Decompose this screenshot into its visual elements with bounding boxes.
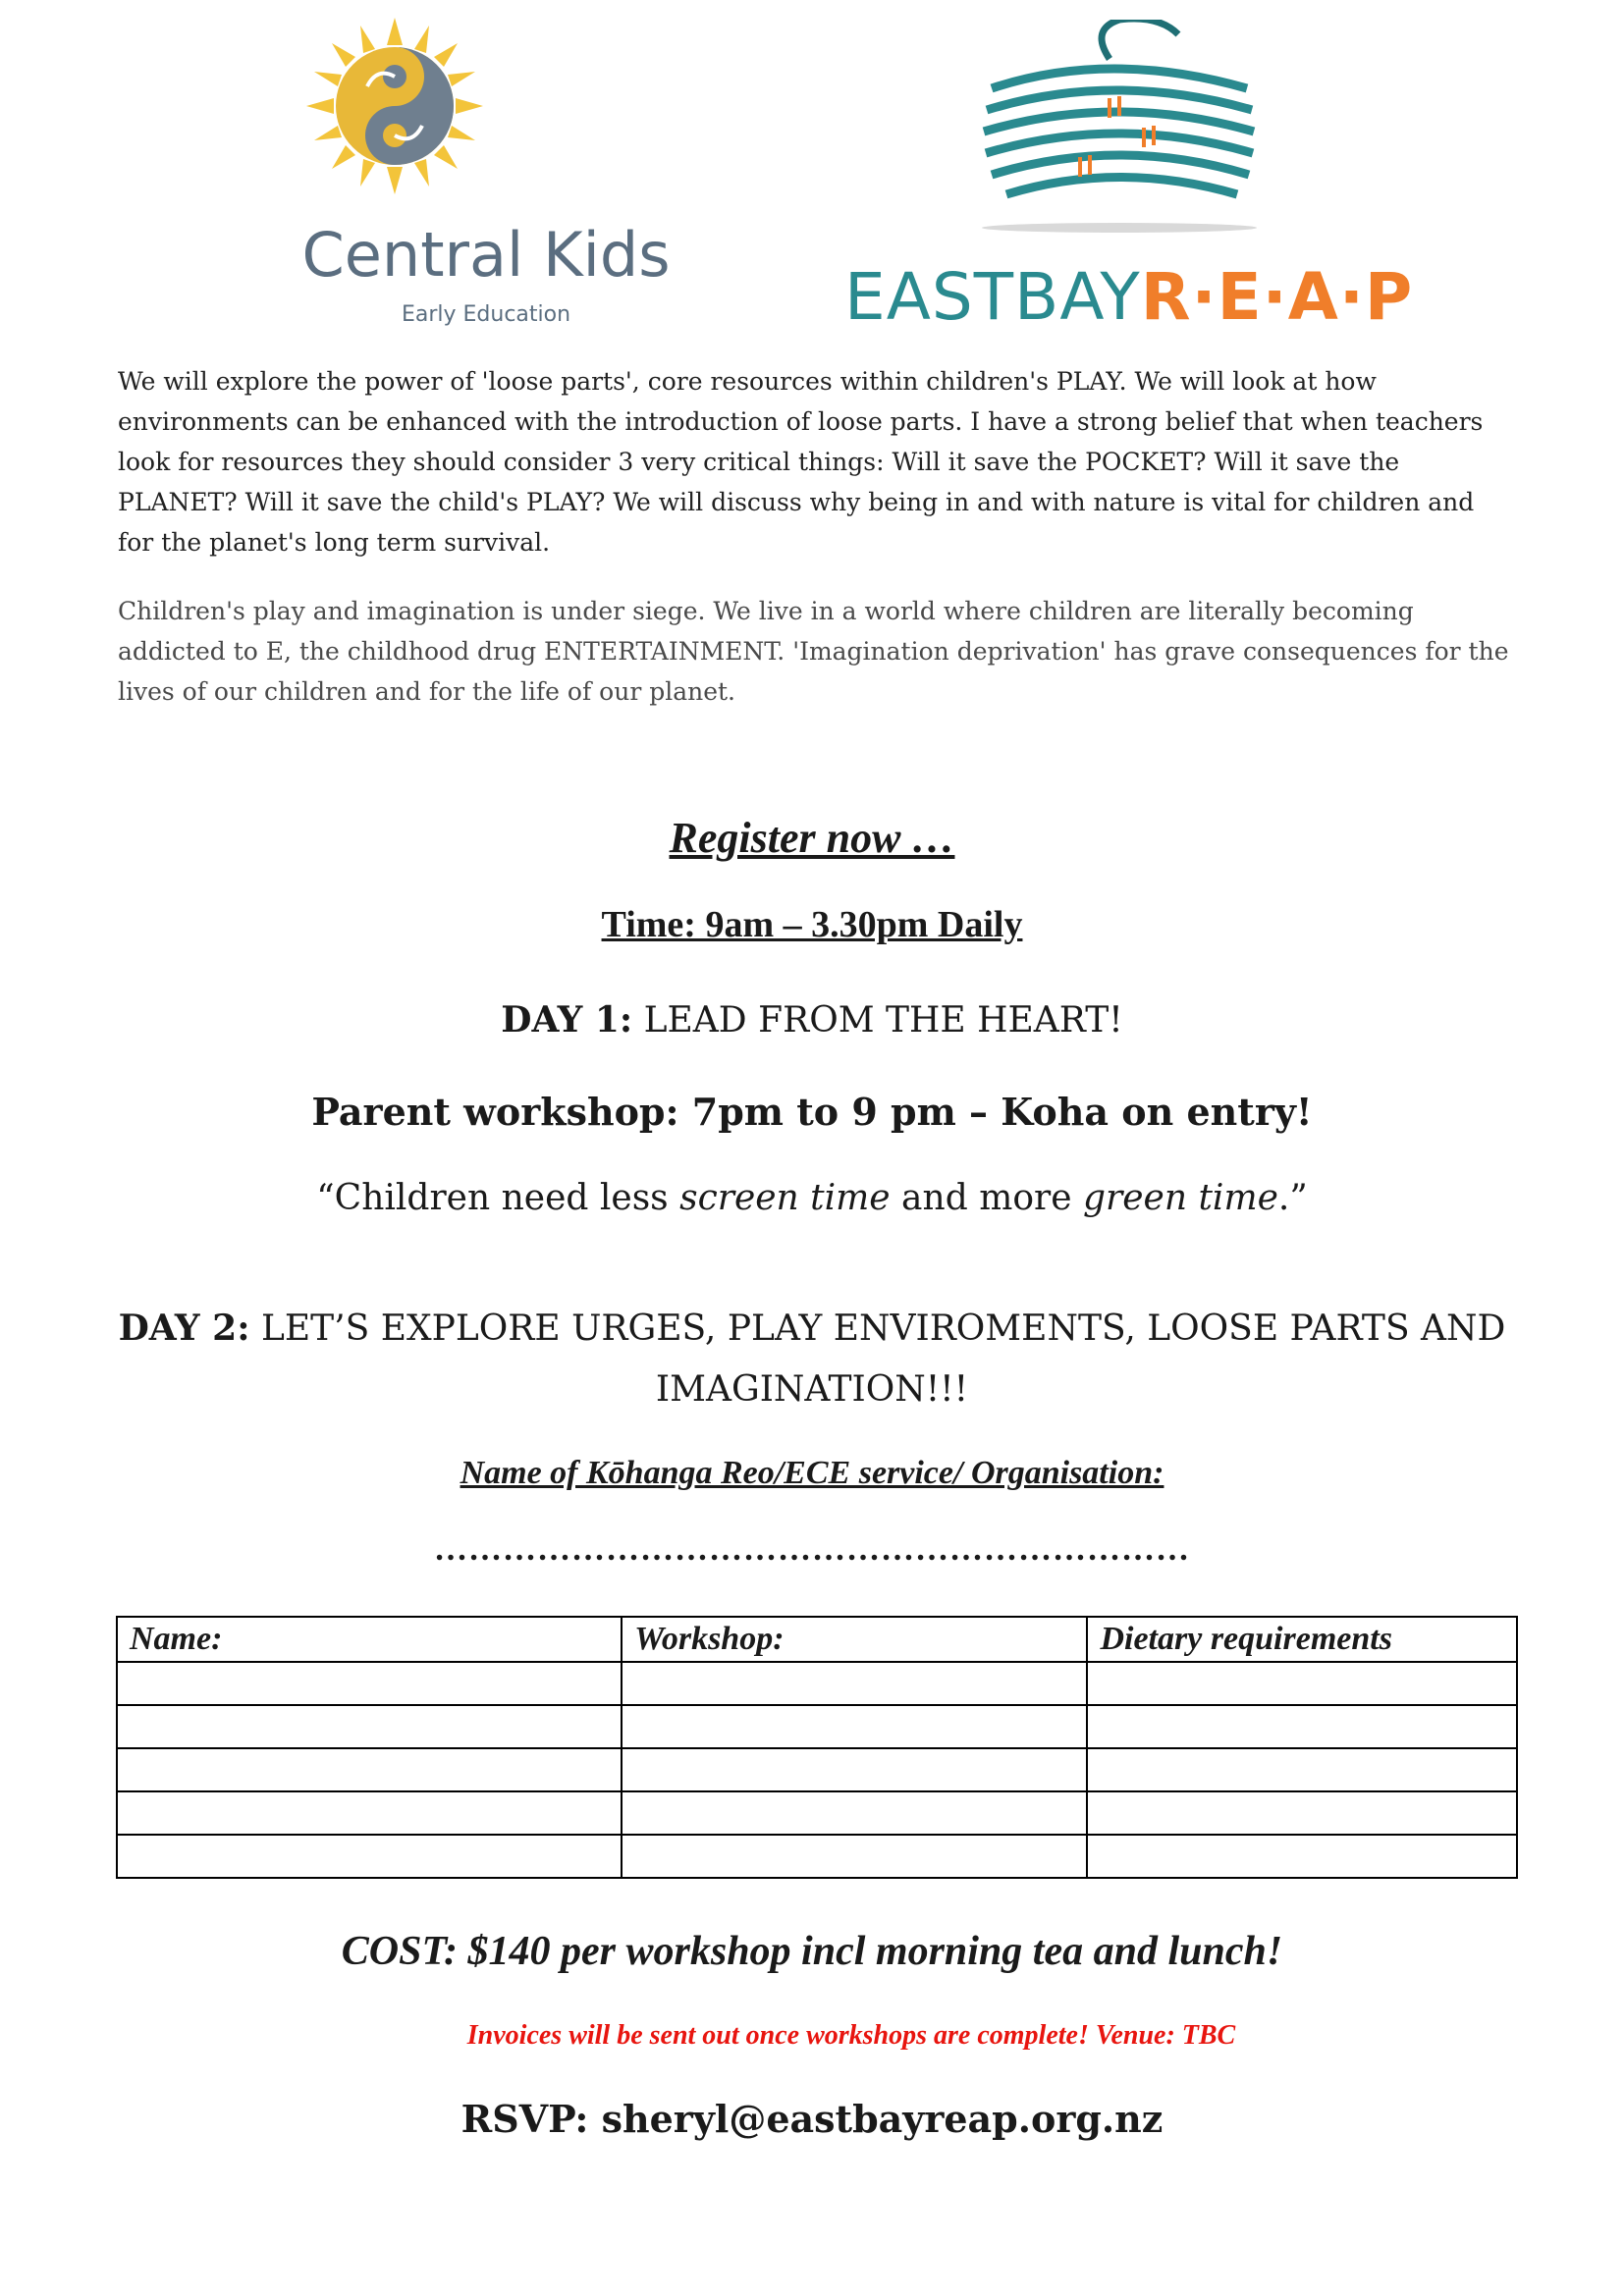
- day1-line: [0, 999, 1624, 1041]
- organisation-label: Name of Kōhanga Reo/ECE service/ Organisation:: [460, 1455, 1164, 1491]
- name-cell[interactable]: [117, 1662, 622, 1705]
- central-kids-subtitle: Early Education: [401, 302, 571, 327]
- table-header-row: [117, 1617, 1517, 1662]
- table-row: [117, 1835, 1517, 1878]
- eastbay-title-part1: EASTBAY: [844, 259, 1141, 335]
- invoice-note: Invoices will be sent out once workshops are complete! Venue: TBC: [466, 2020, 1236, 2051]
- table-row: [117, 1662, 1517, 1705]
- header-dietary: Dietary requirements: [1087, 1617, 1517, 1662]
- quote-em1: screen time: [679, 1178, 891, 1218]
- organisation-fill-line[interactable]: …………………………………………………………: [434, 1531, 1190, 1568]
- sun-koru-icon: [306, 18, 483, 194]
- central-kids-title: Central Kids: [301, 219, 671, 291]
- table-row: [117, 1748, 1517, 1791]
- day2-text: LET’S EXPLORE URGES, PLAY ENVIROMENTS, LOOSE PARTS AND IMAGINATION!!!: [249, 1308, 1506, 1410]
- day1-text: LEAD FROM THE HEART!: [632, 1000, 1123, 1041]
- name-cell[interactable]: [117, 1705, 622, 1748]
- workshop-cell[interactable]: [622, 1791, 1087, 1835]
- dietary-cell[interactable]: [1087, 1662, 1517, 1705]
- central-kids-logo: [295, 18, 671, 332]
- workshop-cell[interactable]: [622, 1835, 1087, 1878]
- woven-basket-icon: [962, 20, 1276, 236]
- name-cell[interactable]: [117, 1791, 622, 1835]
- rsvp-line[interactable]: RSVP: sheryl@eastbayreap.org.nz: [460, 2097, 1164, 2141]
- workshop-cell[interactable]: [622, 1662, 1087, 1705]
- time-line: Time: 9am – 3.30pm Daily: [601, 904, 1023, 945]
- cost-line: COST: $140 per workshop incl morning tea and lunch!: [341, 1929, 1283, 1974]
- register-heading: Register now …: [669, 814, 955, 862]
- day2-label: DAY 2:: [118, 1308, 250, 1349]
- intro-paragraph-2: Children's play and imagination is under siege. We live in a world where children are literally becoming addicted to E, the childhood drug ENTERTAINMENT. 'Imagination deprivation' has grave consequences for the lives of our children and for the life of our planet.: [118, 597, 1509, 706]
- eastbay-reap-logo: [844, 20, 1414, 335]
- dietary-cell[interactable]: [1087, 1705, 1517, 1748]
- quote-start: “Children need less: [316, 1178, 680, 1218]
- header-workshop: Workshop:: [622, 1617, 1087, 1662]
- table-row: [117, 1791, 1517, 1835]
- name-cell[interactable]: [117, 1748, 622, 1791]
- table-row: [117, 1705, 1517, 1748]
- eastbay-title-part2: R·E·A·P: [1140, 259, 1414, 335]
- eastbay-reap-title: [844, 259, 1414, 335]
- intro-paragraph-1: We will explore the power of 'loose parts', core resources within children's PLAY. We will look at how environments can be enhanced with the introduction of loose parts. I have a strong belief that when teachers look for resources they should consider 3 very critical things: Will it save the POCKET? Will it save the PLANET? Will it save the child's PLAY? We will discuss why being in and with nature is vital for children and for the planet's long term survival.: [118, 367, 1484, 557]
- parent-workshop-line: Parent workshop: 7pm to 9 pm – Koha on entry!: [311, 1090, 1313, 1134]
- registration-table: [116, 1616, 1518, 1879]
- dietary-cell[interactable]: [1087, 1835, 1517, 1878]
- header-name: Name:: [117, 1617, 622, 1662]
- dietary-cell[interactable]: [1087, 1748, 1517, 1791]
- quote-line: [0, 1178, 1624, 1218]
- quote-end: .”: [1277, 1178, 1308, 1218]
- dietary-cell[interactable]: [1087, 1791, 1517, 1835]
- name-cell[interactable]: [117, 1835, 622, 1878]
- quote-mid: and more: [890, 1178, 1083, 1218]
- workshop-cell[interactable]: [622, 1748, 1087, 1791]
- day2-line: [0, 1298, 1624, 1420]
- day1-label: DAY 1:: [501, 999, 633, 1041]
- workshop-cell[interactable]: [622, 1705, 1087, 1748]
- quote-em2: green time: [1082, 1178, 1278, 1218]
